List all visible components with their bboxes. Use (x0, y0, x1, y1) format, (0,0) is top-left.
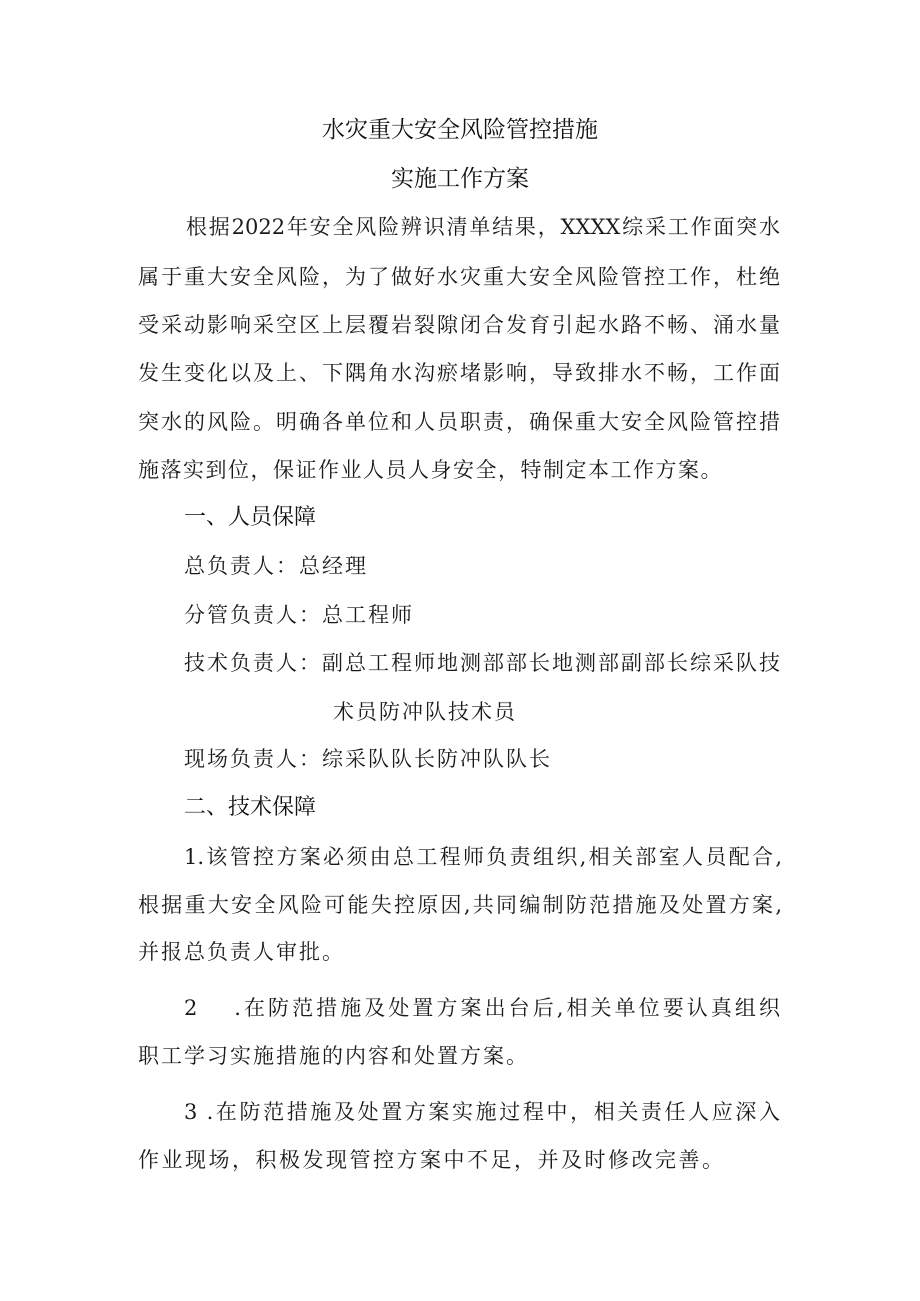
personnel-item-technical-lead: 技术负责人：副总工程师地测部部长地测部副部长综采队技 (184, 651, 780, 675)
section-heading-personnel: 一、人员保障 (184, 505, 317, 530)
paragraph-line: 3 .在防范措施及处置方案实施过程中，相关责任人应深入 (184, 1100, 780, 1124)
intro-line: 发生变化以及上、下隅角水沟瘀堵影响，导致排水不畅，工作面 (138, 361, 780, 385)
document-title-line1: 水灾重大安全风险管控措施 (322, 117, 598, 143)
section-heading-technical: 二、技术保障 (184, 795, 317, 820)
personnel-item-technical-lead-cont: 术员防冲队技术员 (333, 700, 517, 724)
paragraph-line: 根据重大安全风险可能失控原因,共同编制防范措施及处置方案, (138, 893, 782, 917)
intro-line: 根据2022年安全风险辨识清单结果，XXXX综采工作面突水 (186, 215, 780, 239)
intro-line: 突水的风险。明确各单位和人员职责，确保重大安全风险管控措 (138, 410, 780, 434)
paragraph-line: 职工学习实施措施的内容和处置方案。 (138, 1044, 529, 1068)
personnel-item-deputy-manager: 分管负责人：总工程师 (184, 603, 414, 627)
intro-line: 受采动影响采空区上层覆岩裂隙闭合发育引起水路不畅、涌水量 (138, 313, 780, 337)
intro-line: 施落实到位，保证作业人员人身安全，特制定本工作方案。 (138, 458, 723, 482)
document-title-line2: 实施工作方案 (391, 166, 529, 192)
paragraph-line: 1.该管控方案必须由总工程师负责组织,相关部室人员配合, (184, 845, 782, 869)
paragraph-line: 2 .在防范措施及处置方案出台后,相关单位要认真组织 (184, 996, 780, 1020)
paragraph-line: 作业现场，积极发现管控方案中不足，并及时修改完善。 (138, 1148, 726, 1172)
personnel-item-site-lead: 现场负责人：综采队队长防冲队队长 (184, 747, 552, 771)
personnel-item-general-manager: 总负责人：总经理 (184, 554, 368, 578)
intro-line: 属于重大安全风险，为了做好水灾重大安全风险管控工作，杜绝 (138, 265, 780, 289)
paragraph-line: 并报总负责人审批。 (138, 940, 345, 964)
